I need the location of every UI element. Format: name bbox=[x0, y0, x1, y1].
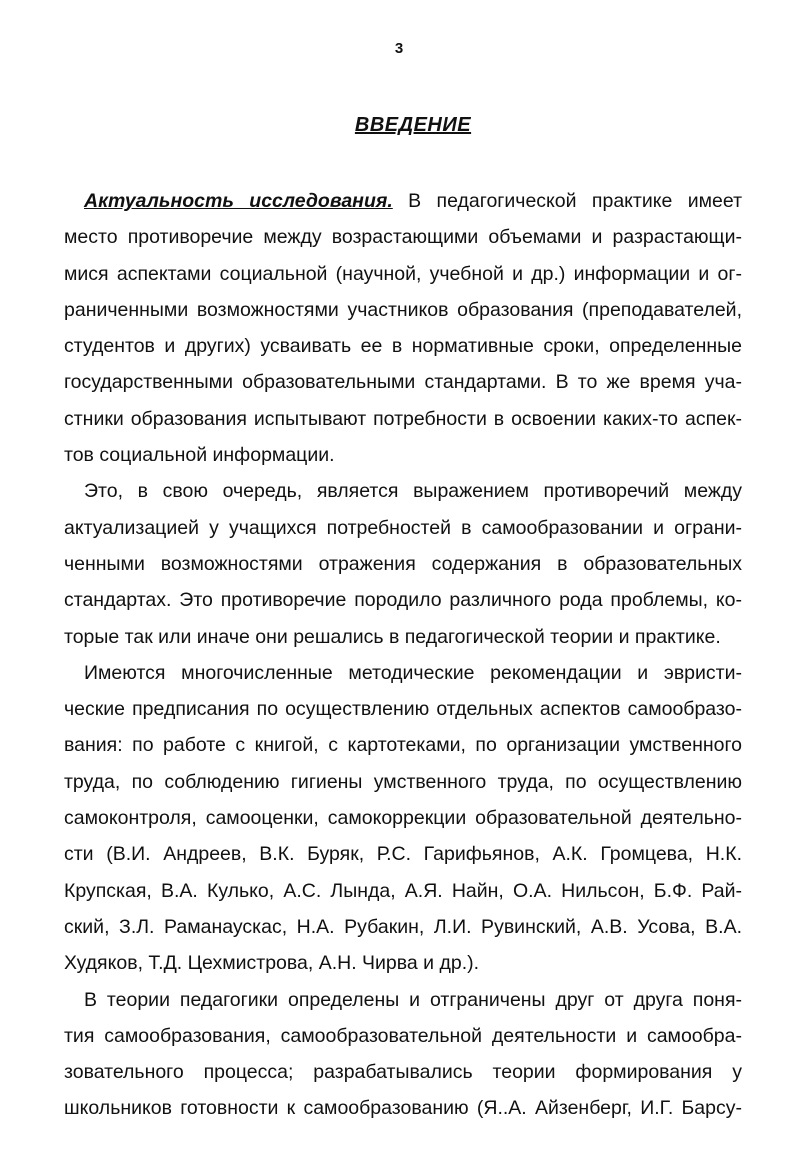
paragraph-4 bbox=[64, 982, 742, 1127]
paragraph-line: школьников готовности к самообразованию (Я..А. Айзенберг, И.Г. Барсу- bbox=[64, 1097, 742, 1120]
paragraph-line: самоконтроля, самооценки, самокоррекции образовательной деятельно- bbox=[64, 807, 742, 830]
section-lead-heading: Актуальность исследования. bbox=[84, 190, 393, 212]
body-text bbox=[64, 183, 742, 1127]
paragraph-line: Это, в свою очередь, является выражением противоречий между bbox=[84, 480, 742, 503]
paragraph-line: Худяков, Т.Д. Цехмистрова, А.Н. Чирва и др.). bbox=[64, 952, 480, 975]
paragraph-line: вания: по работе с книгой, с картотеками, по организации умственного bbox=[64, 734, 742, 757]
paragraph-line: стники образования испытывают потребности в освоении каких-то аспек- bbox=[64, 407, 742, 430]
paragraph-line: актуализацией у учащихся потребностей в самообразовании и ограни- bbox=[64, 516, 742, 539]
paragraph-line: студентов и других) усваивать ее в нормативные сроки, определенные bbox=[64, 335, 742, 358]
paragraph-line: В теории педагогики определены и отграничены друг от друга поня- bbox=[84, 988, 742, 1011]
paragraph-2 bbox=[64, 473, 742, 654]
page-title: ВВЕДЕНИЕ bbox=[354, 114, 472, 136]
paragraph-line: мися аспектами социальной (научной, учебной и др.) информации и ог- bbox=[64, 262, 742, 285]
paragraph-line: сти (В.И. Андреев, В.К. Буряк, Р.С. Гарифьянов, А.К. Громцева, Н.К. bbox=[64, 843, 742, 866]
paragraph-line: место противоречие между возрастающими объемами и разрастающи- bbox=[64, 226, 742, 249]
paragraph-line: тов социальной информации. bbox=[64, 444, 335, 467]
paragraph-line: государственными образовательными стандартами. В то же время уча- bbox=[64, 371, 742, 394]
paragraph-1 bbox=[64, 183, 742, 473]
paragraph-line: тия самообразования, самообразовательной деятельности и самообра- bbox=[64, 1024, 742, 1047]
paragraph-line: торые так или иначе они решались в педагогической теории и практике. bbox=[64, 625, 721, 648]
paragraph-line: ченными возможностями отражения содержания в образовательных bbox=[64, 552, 742, 575]
paragraph-line: труда, по соблюдению гигиены умственного труда, по осуществлению bbox=[64, 770, 742, 793]
paragraph-line: Имеются многочисленные методические рекомендации и эвристи- bbox=[84, 661, 742, 684]
page-number: 3 bbox=[394, 40, 404, 57]
paragraph-line: Крупская, В.А. Кулько, А.С. Лында, А.Я. Найн, О.А. Нильсон, Б.Ф. Рай- bbox=[64, 879, 742, 902]
paragraph-3 bbox=[64, 655, 742, 982]
paragraph-line: Актуальность исследования. В педагогической практике имеет bbox=[84, 190, 742, 212]
paragraph-line: стандартах. Это противоречие породило различного рода проблемы, ко- bbox=[64, 589, 742, 612]
paragraph-line: зовательного процесса; разрабатывались теории формирования у bbox=[64, 1061, 742, 1084]
paragraph-line: ский, З.Л. Раманаускас, Н.А. Рубакин, Л.И. Рувинский, А.В. Усова, В.А. bbox=[64, 915, 742, 938]
paragraph-line: ческие предписания по осуществлению отдельных аспектов самообразо- bbox=[64, 698, 742, 721]
paragraph-line: раниченными возможностями участников образования (преподавателей, bbox=[64, 298, 742, 321]
